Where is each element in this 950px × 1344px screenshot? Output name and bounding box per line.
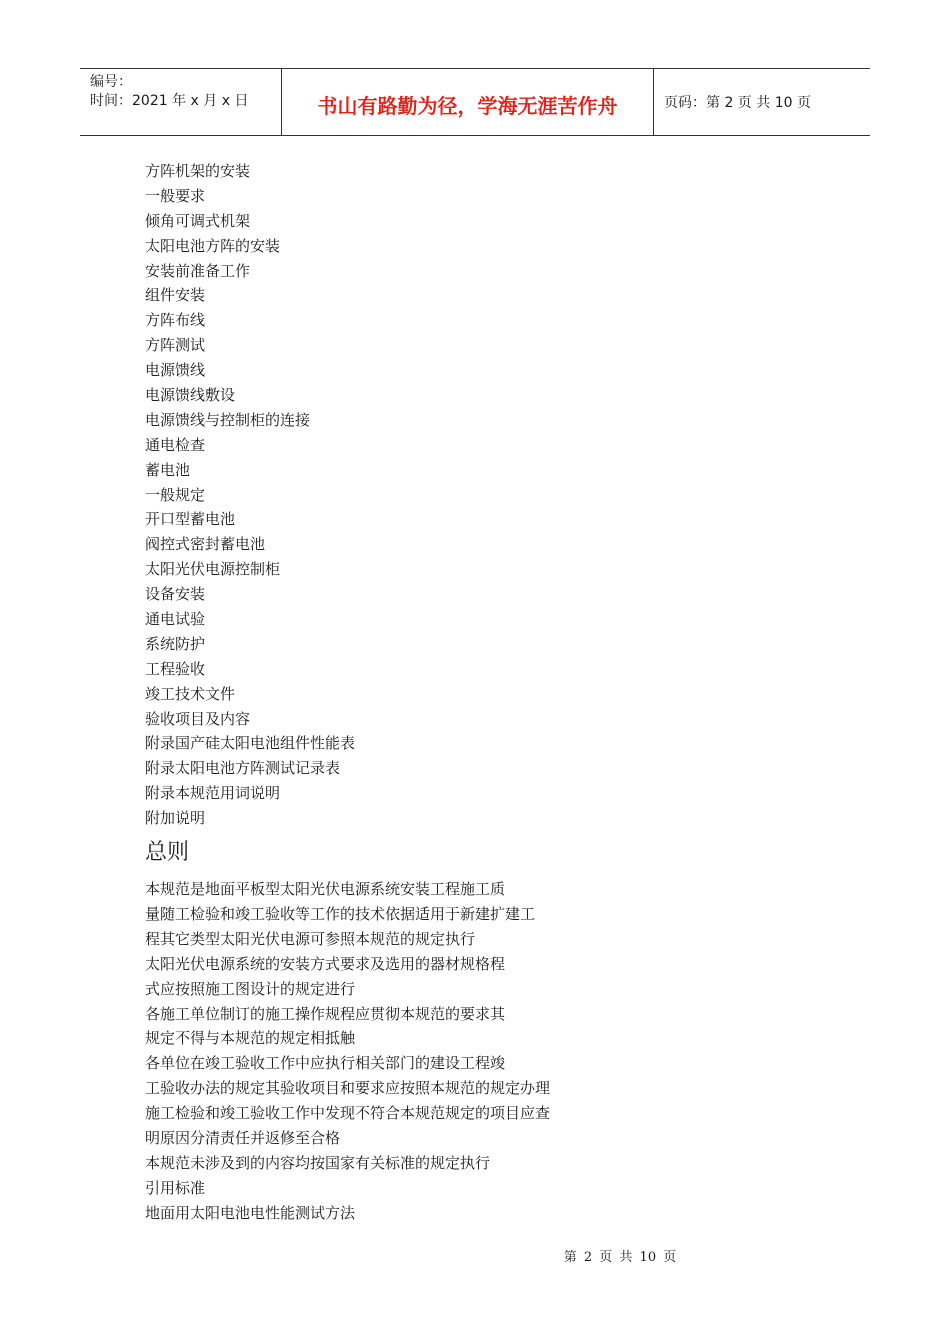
toc-item: 竣工技术文件 [145, 684, 236, 703]
body-text-line: 工验收办法的规定其验收项目和要求应按照本规范的规定办理 [145, 1079, 551, 1098]
toc-item: 方阵测试 [145, 336, 206, 355]
footer-page-number: 第 2 页 共 10 页 [563, 1250, 677, 1265]
toc-item: 电源馈线与控制柜的连接 [145, 410, 311, 429]
toc-item: 蓄电池 [145, 460, 191, 479]
toc-item: 倾角可调式机架 [145, 211, 251, 230]
toc-item: 电源馈线 [145, 361, 206, 380]
body-text-line: 明原因分清责任并返修至合格 [145, 1128, 341, 1147]
header-motto [282, 69, 654, 135]
toc-item: 太阳光伏电源控制柜 [145, 560, 281, 579]
toc-item: 方阵机架的安装 [145, 162, 251, 180]
toc-item: 系统防护 [145, 634, 206, 653]
toc-item: 电源馈线敷设 [145, 386, 236, 405]
motto-text: 书山有路勤为径，学海无涯苦作舟 [317, 93, 618, 118]
body-text-line: 各施工单位制订的施工操作规程应贯彻本规范的要求其 [145, 1004, 506, 1023]
body-text-line: 式应按照施工图设计的规定进行 [145, 979, 356, 998]
toc-item: 组件安装 [145, 286, 206, 305]
toc-item: 一般要求 [145, 186, 206, 205]
toc-item: 附录国产硅太阳电池组件性能表 [145, 734, 356, 753]
time-label: 时间：2021 年 x 月 x 日 [90, 93, 249, 109]
section-paragraph [145, 877, 845, 1225]
toc-item: 工程验收 [145, 659, 206, 678]
toc-list [145, 159, 845, 831]
toc-item: 附录本规范用词说明 [145, 784, 281, 803]
toc-item: 通电检查 [145, 435, 206, 454]
body-text-line: 规定不得与本规范的规定相抵触 [145, 1029, 356, 1048]
page-header [80, 68, 870, 136]
toc-item: 附加说明 [145, 809, 206, 828]
body-text-line: 程其它类型太阳光伏电源可参照本规范的规定执行 [145, 929, 476, 948]
page-info-text: 页码：第 2 页 共 10 页 [664, 95, 811, 111]
toc-item: 验收项目及内容 [145, 709, 251, 728]
header-page-info [654, 69, 870, 135]
body-text-line: 量随工检验和竣工验收等工作的技术依据适用于新建扩建工 [145, 904, 536, 923]
toc-item: 太阳电池方阵的安装 [145, 236, 281, 255]
toc-item: 通电试验 [145, 610, 206, 629]
toc-item: 设备安装 [145, 585, 206, 604]
document-body [145, 159, 845, 1226]
body-text-line: 施工检验和竣工验收工作中发现不符合本规范规定的项目应查 [145, 1104, 551, 1123]
section-heading: 总则 [145, 840, 190, 866]
body-text-line: 地面用太阳电池电性能测试方法 [145, 1203, 356, 1222]
body-text-line: 本规范是地面平板型太阳光伏电源系统安装工程施工质 [145, 880, 506, 899]
toc-item: 附录太阳电池方阵测试记录表 [145, 759, 341, 778]
toc-item: 阀控式密封蓄电池 [145, 535, 266, 554]
toc-item: 安装前准备工作 [145, 261, 251, 280]
page-footer [0, 1246, 950, 1265]
number-label: 编号： [90, 74, 132, 90]
toc-item: 开口型蓄电池 [145, 510, 236, 529]
body-text-line: 太阳光伏电源系统的安装方式要求及选用的器材规格程 [145, 954, 506, 973]
body-text-line: 引用标准 [145, 1178, 206, 1197]
toc-item: 方阵布线 [145, 311, 206, 330]
header-meta [80, 69, 282, 135]
toc-item: 一般规定 [145, 485, 206, 504]
body-text-line: 各单位在竣工验收工作中应执行相关部门的建设工程竣 [145, 1054, 506, 1073]
body-text-line: 本规范未涉及到的内容均按国家有关标准的规定执行 [145, 1153, 491, 1172]
